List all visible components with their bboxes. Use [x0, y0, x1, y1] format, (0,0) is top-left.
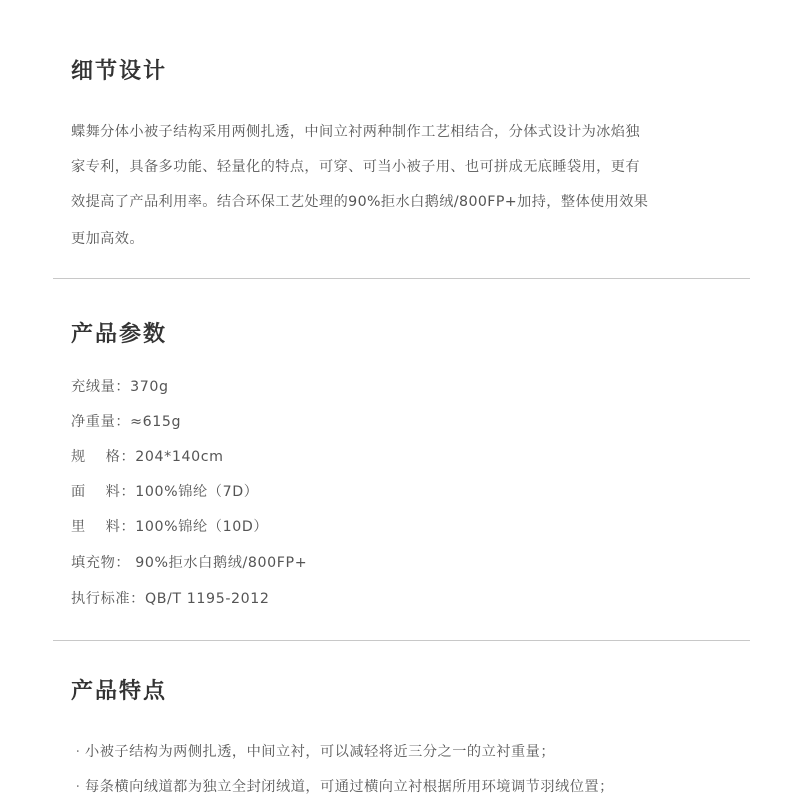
spec-label: 面 料： [71, 484, 136, 500]
spec-label: 规 格： [71, 449, 136, 465]
feature-item [71, 741, 555, 761]
section-divider [53, 640, 750, 641]
spec-value: 100%锦纶（7D） [135, 484, 259, 500]
spec-row-filling [71, 552, 307, 572]
spec-label: 净重量： [71, 414, 131, 430]
section-divider [53, 278, 750, 279]
spec-value: QB/T 1195-2012 [144, 591, 270, 607]
spec-value: 90%拒水白鹅绒/800FP+ [130, 555, 308, 571]
detail-paragraph-line-4: 更加高效。 [71, 231, 144, 247]
detail-paragraph-line-3: 效提高了产品利用率。结合环保工艺处理的90%拒水白鹅绒/800FP+加持，整体使用效果 [71, 194, 649, 210]
spec-row-net-weight [71, 411, 181, 431]
features-heading: 产品特点 [71, 678, 168, 704]
spec-label: 里 料： [71, 519, 136, 535]
detail-heading: 细节设计 [71, 58, 168, 84]
params-heading: 产品参数 [71, 321, 168, 347]
feature-text: 小被子结构为两侧扎透，中间立衬，可以减轻将近三分之一的立衬重量； [85, 744, 556, 760]
spec-label: 充绒量： [71, 379, 131, 395]
spec-label: 执行标准： [71, 591, 145, 607]
spec-row-shell-fabric [71, 481, 259, 501]
detail-paragraph-line-1: 蝶舞分体小被子结构采用两侧扎透，中间立衬两种制作工艺相结合，分体式设计为冰焰独 [71, 124, 640, 140]
feature-item [71, 776, 614, 796]
bullet-icon: · [75, 744, 81, 760]
spec-row-size [71, 446, 224, 466]
spec-row-standard [71, 588, 270, 608]
spec-row-lining-fabric [71, 516, 268, 536]
spec-label: 填充物： [71, 555, 131, 571]
spec-row-fill-weight [71, 376, 169, 396]
detail-paragraph-line-2: 家专利，具备多功能、轻量化的特点，可穿、可当小被子用、也可拼成无底睡袋用，更有 [71, 159, 640, 175]
spec-value: 370g [130, 379, 169, 395]
spec-value: ≈615g [130, 414, 182, 430]
bullet-icon: · [75, 779, 81, 795]
spec-value: 100%锦纶（10D） [135, 519, 269, 535]
feature-text: 每条横向绒道都为独立全封闭绒道，可通过横向立衬根据所用环境调节羽绒位置； [85, 779, 614, 795]
spec-value: 204*140cm [135, 449, 224, 465]
